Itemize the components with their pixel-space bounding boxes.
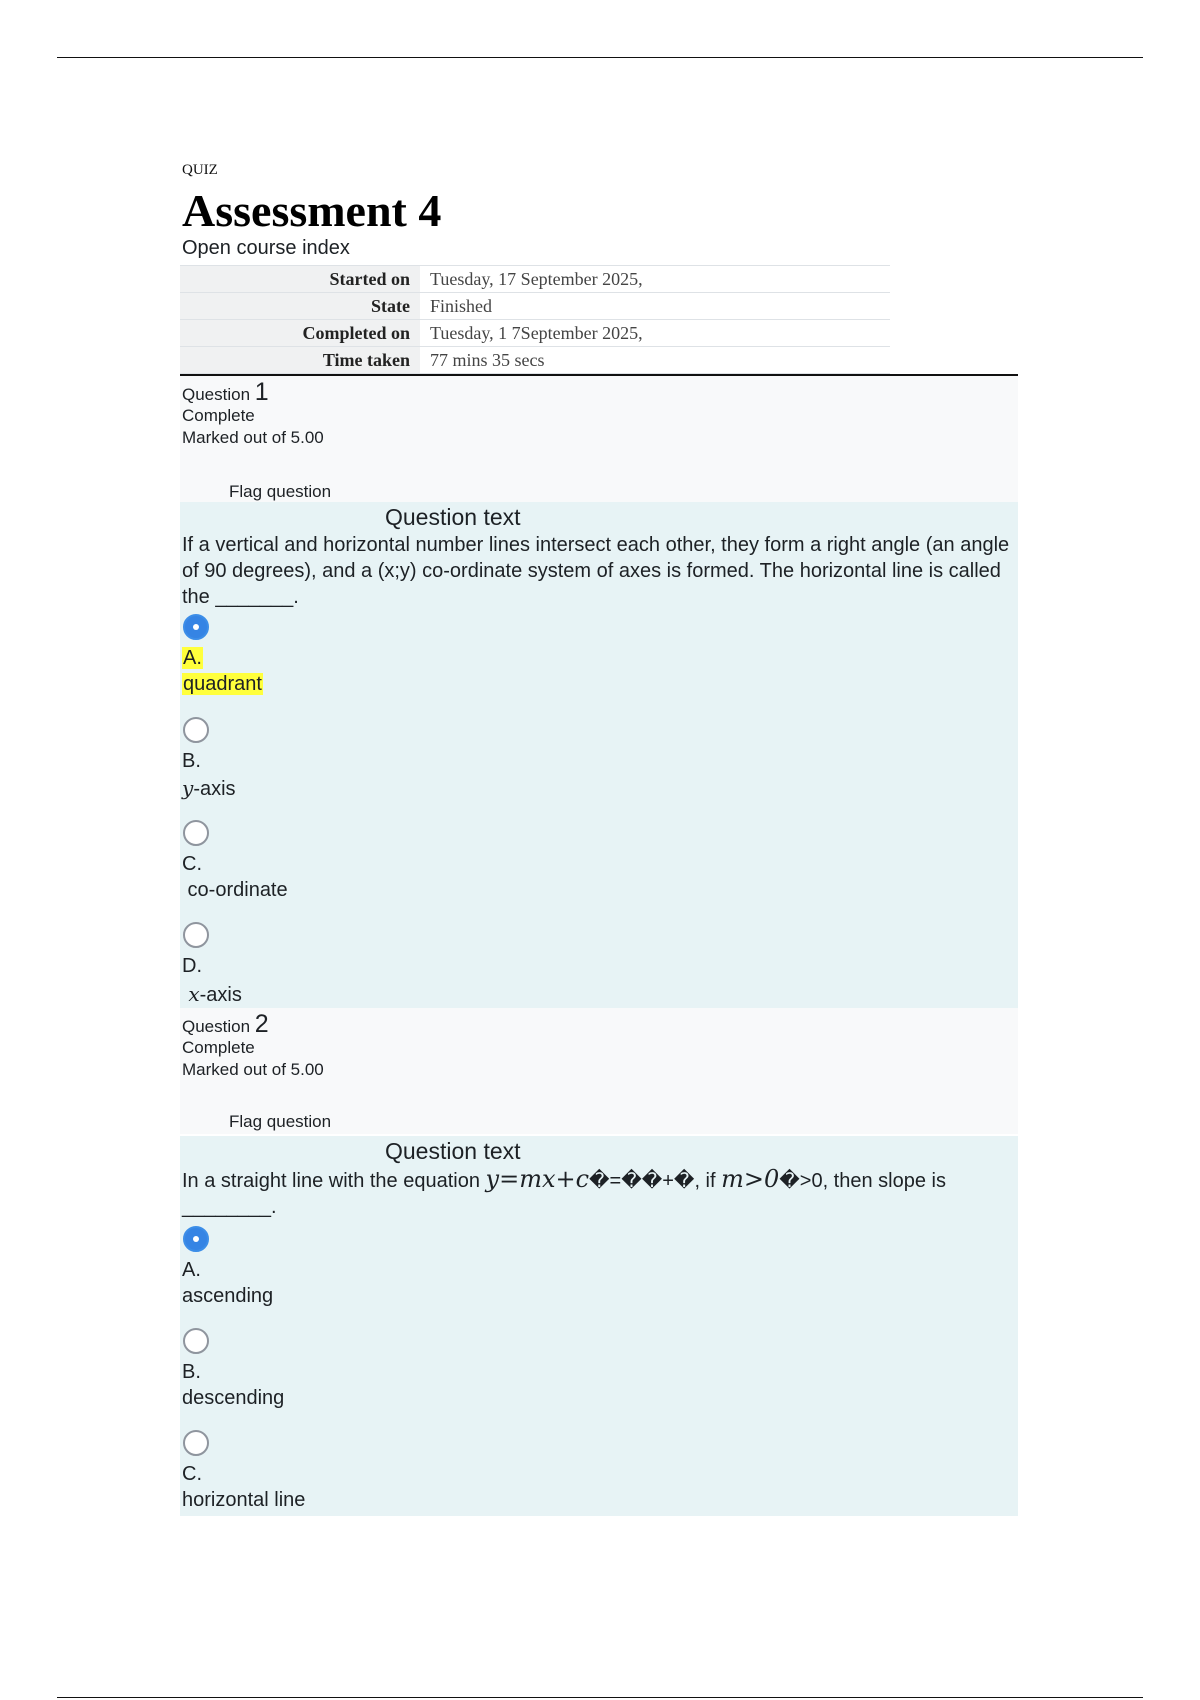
question-2-info: [180, 1008, 1018, 1134]
question-grade: Marked out of 5.00: [182, 428, 324, 447]
option-c-letter: C.: [182, 853, 202, 875]
option-a-letter: A.: [183, 647, 202, 669]
option-c-radio[interactable]: [183, 820, 209, 846]
question-label: Question: [182, 1017, 251, 1036]
option-d-text[interactable]: x-axis: [182, 982, 242, 1006]
summary-label: Time taken: [180, 347, 420, 374]
question-number: [182, 378, 269, 407]
option-c-text[interactable]: horizontal line: [182, 1489, 306, 1511]
question-text-label: Question text: [385, 504, 521, 530]
question-state: Complete: [182, 1038, 255, 1057]
summary-label: Started on: [180, 266, 420, 293]
question-number-value: 2: [254, 1010, 269, 1038]
question-2-content: [180, 1136, 1018, 1516]
option-a-text[interactable]: ascending: [182, 1285, 274, 1307]
summary-value: Tuesday, 1 7September 2025,: [420, 320, 890, 347]
flag-question-button[interactable]: Flag question: [229, 482, 332, 501]
summary-row: [180, 266, 890, 293]
summary-row: [180, 347, 890, 374]
condition-math: m>0: [721, 1165, 780, 1193]
option-b-radio[interactable]: [183, 1328, 209, 1354]
bottom-rule: [57, 1697, 1143, 1698]
option-c-letter: C.: [182, 1463, 202, 1485]
summary-row: [180, 293, 890, 320]
summary-value: Finished: [420, 293, 890, 320]
option-b-radio[interactable]: [183, 717, 209, 743]
summary-label: Completed on: [180, 320, 420, 347]
page-title: Assessment 4: [182, 185, 442, 236]
flag-question-button[interactable]: Flag question: [229, 1112, 332, 1131]
question-number-value: 1: [254, 378, 269, 406]
summary-label: State: [180, 293, 420, 320]
question-text-label: Question text: [385, 1138, 521, 1164]
question-1-content: [180, 502, 1018, 1008]
option-a-letter: A.: [182, 1259, 201, 1281]
option-c-radio[interactable]: [183, 1430, 209, 1456]
summary-value: 77 mins 35 secs: [420, 347, 890, 374]
question-number: [182, 1010, 269, 1039]
equation-garbled: �=��+�: [589, 1170, 695, 1192]
question-grade: Marked out of 5.00: [182, 1060, 324, 1079]
page-eyebrow: QUIZ: [182, 162, 218, 178]
option-d-letter: D.: [182, 955, 202, 977]
question-text: In a straight line with the equation y=mx+c�=��+�, if m>0�>0, then slope is ________.: [182, 1165, 946, 1218]
equation-math: y=mx+c: [485, 1165, 590, 1193]
question-text: If a vertical and horizontal number lines intersect each other, they form a right angle (an angle of 90 degrees), and a (x;y) co-ordinate system of axes is formed. The horizontal line is called the _______.: [182, 534, 1010, 608]
condition-garbled: �>0: [779, 1170, 823, 1192]
option-a-text[interactable]: quadrant: [183, 673, 262, 695]
open-course-index-link[interactable]: Open course index: [182, 237, 350, 259]
summary-value: Tuesday, 17 September 2025,: [420, 266, 890, 293]
option-d-radio[interactable]: [183, 922, 209, 948]
option-c-text[interactable]: co-ordinate: [182, 879, 288, 901]
question-state: Complete: [182, 406, 255, 425]
option-b-text[interactable]: y-axis: [182, 776, 236, 800]
option-b-letter: B.: [182, 750, 201, 772]
attempt-summary-table: [180, 265, 890, 374]
question-1-info: [180, 376, 1018, 502]
option-b-letter: B.: [182, 1361, 201, 1383]
option-b-text[interactable]: descending: [182, 1387, 285, 1409]
question-label: Question: [182, 385, 251, 404]
option-a-radio[interactable]: [183, 614, 209, 640]
summary-row: [180, 320, 890, 347]
top-rule: [57, 57, 1143, 58]
option-a-radio[interactable]: [183, 1226, 209, 1252]
